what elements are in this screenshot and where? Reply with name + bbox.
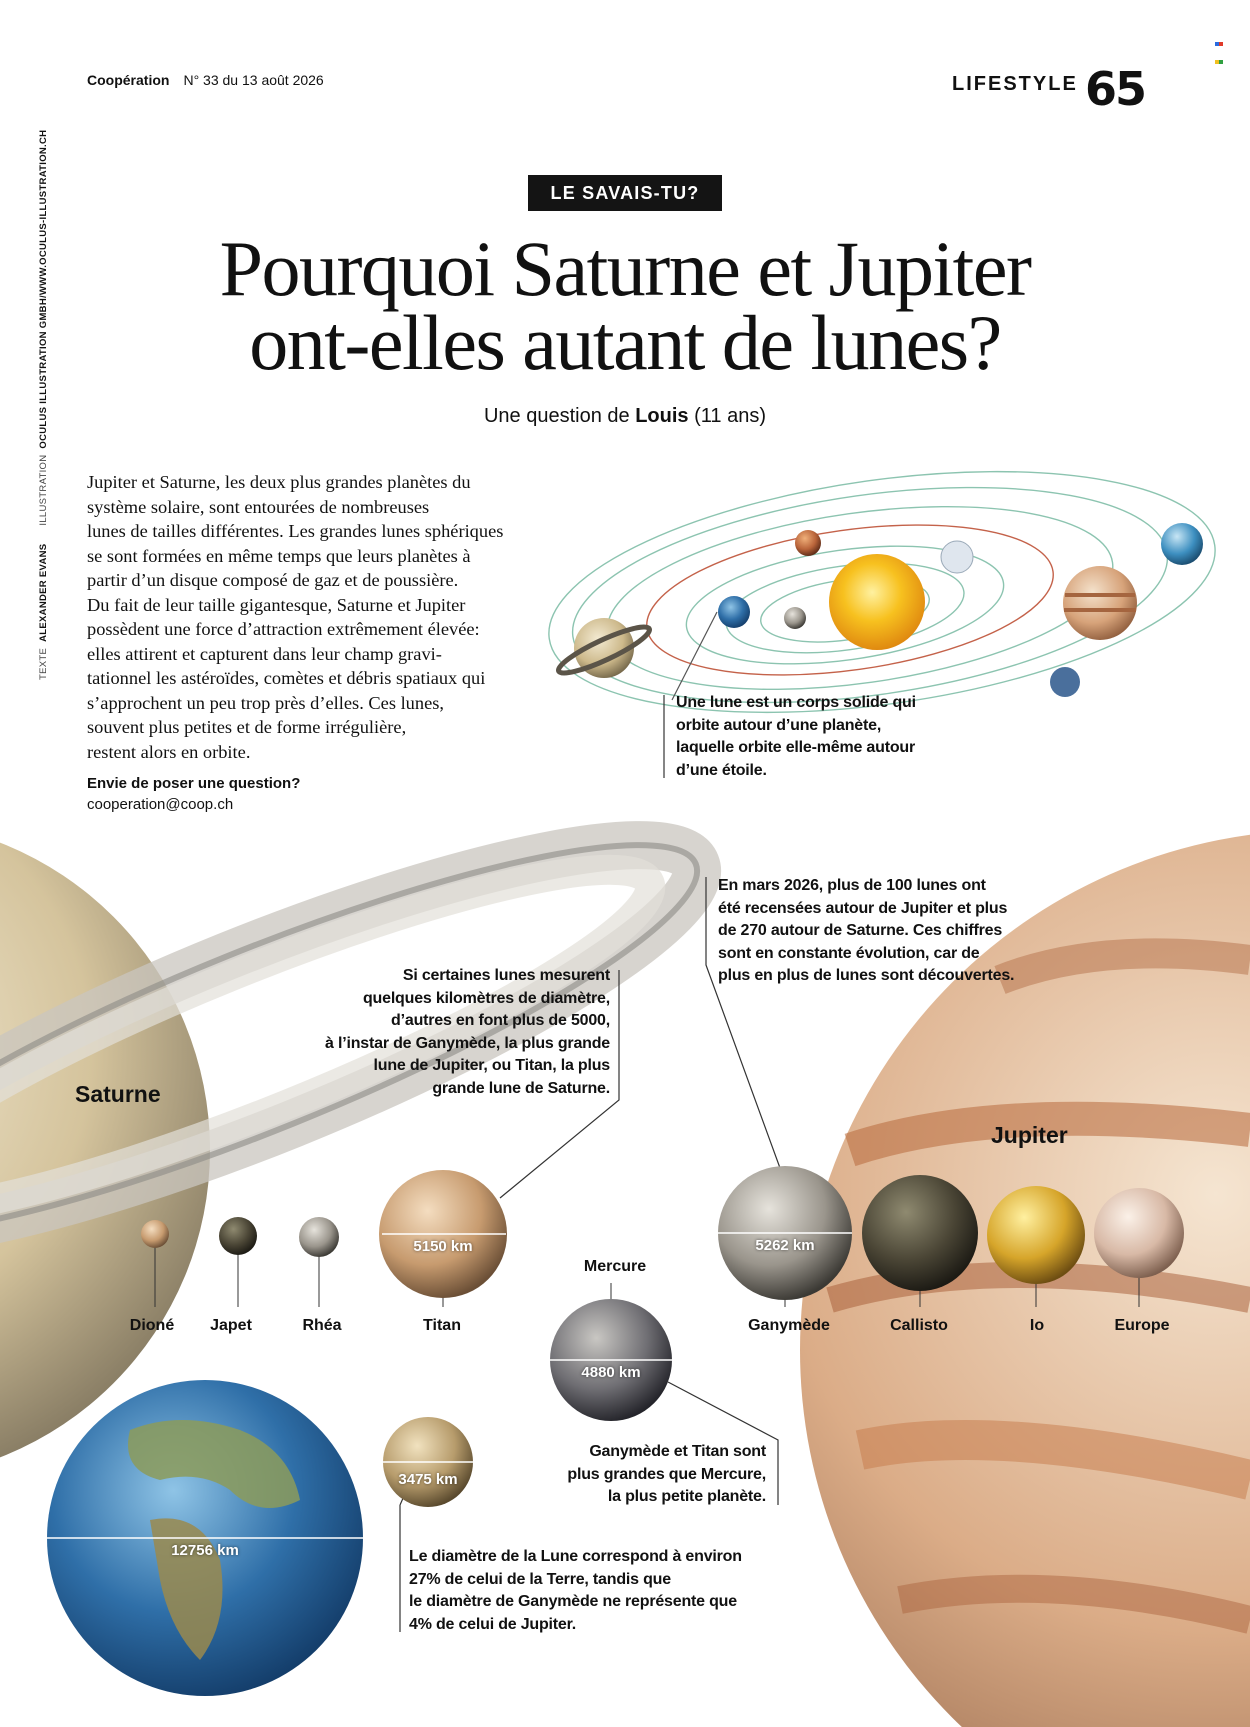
article-body xyxy=(87,470,557,764)
body-line: souvent plus petites et de forme irrégulière, xyxy=(87,717,407,737)
contact-box xyxy=(87,773,300,815)
note-moon-sizes xyxy=(300,965,610,1100)
subtitle xyxy=(300,405,950,428)
subtitle-name: Louis xyxy=(635,405,689,427)
credit-illustration-label: ILLUSTRATION xyxy=(38,454,49,526)
diameter-moon: 3475 km xyxy=(398,1471,458,1488)
note-line: la plus petite planète. xyxy=(607,1488,766,1505)
note-moon-earth xyxy=(409,1546,789,1636)
subtitle-prefix: Une question de xyxy=(483,405,636,427)
earth-illustration xyxy=(47,1380,363,1696)
contact-question: Envie de poser une question? xyxy=(87,775,301,792)
body-line: restent alors en orbite. xyxy=(87,741,251,762)
note-line: d’une étoile. xyxy=(676,761,767,779)
issue-info: N° 33 du 13 août 2026 xyxy=(183,72,324,88)
subtitle-suffix: (11 ans) xyxy=(688,405,767,427)
label-titan: Titan xyxy=(423,1317,461,1334)
label-japet: Japet xyxy=(210,1317,252,1334)
note-line: été recensées autour de Jupiter et plus xyxy=(718,899,1008,917)
note-line: orbite autour d’une planète, xyxy=(676,716,882,734)
label-ganymede: Ganymède xyxy=(748,1317,830,1334)
page-number: 65 xyxy=(1085,62,1146,116)
credits-line xyxy=(38,112,49,680)
diameter-mercury: 4880 km xyxy=(581,1364,641,1381)
label-jupiter: Jupiter xyxy=(991,1122,1068,1148)
badge: LE SAVAIS-TU? xyxy=(528,175,722,211)
publication-name: Coopération xyxy=(87,72,170,88)
moon-illustration xyxy=(383,1417,473,1507)
body-line: possèdent une force d’attraction extrêmement élevée: xyxy=(87,619,480,639)
note-line: plus en plus de lunes sont découvertes. xyxy=(718,967,1015,984)
note-line: Une lune est un corps solide qui xyxy=(676,694,916,711)
body-line: tationnel les astéroïdes, comètes et débris spatiaux qui xyxy=(87,668,486,688)
diameter-titan: 5150 km xyxy=(413,1238,473,1255)
note-line: quelques kilomètres de diamètre, xyxy=(362,989,610,1007)
note-line: plus grandes que Mercure, xyxy=(567,1465,766,1483)
publication-header xyxy=(87,72,324,88)
note-line: 27% de celui de la Terre, tandis que xyxy=(409,1570,671,1588)
page-title xyxy=(140,225,1110,386)
note-moon-definition xyxy=(676,692,976,782)
body-line: s’approchent un peu trop près d’elles. Ces lunes, xyxy=(87,692,444,713)
label-io: Io xyxy=(1029,1317,1045,1334)
note-line: sont en constante évolution, car de xyxy=(718,944,980,962)
note-line: 4% de celui de Jupiter. xyxy=(409,1615,577,1633)
label-callisto: Callisto xyxy=(890,1317,948,1334)
note-line: d’autres en font plus de 5000, xyxy=(391,1012,610,1029)
credit-text-author: ALEXANDER EVANS xyxy=(38,543,49,642)
note-line: à l’instar de Ganymède, la plus grande xyxy=(325,1034,610,1052)
label-saturn: Saturne xyxy=(75,1081,161,1107)
title-line-2: ont-elles autant de lunes? xyxy=(249,299,1001,386)
note-moon-count xyxy=(718,875,1058,988)
note-line: Le diamètre de la Lune correspond à environ xyxy=(409,1548,742,1565)
label-rhea: Rhéa xyxy=(302,1317,342,1334)
note-line: En mars 2026, plus de 100 lunes ont xyxy=(718,877,986,894)
credit-illustration-source: OCULUS ILLUSTRATION GMBH/WWW.OCULUS-ILLUSTRATION.CH xyxy=(38,129,49,449)
label-mercury: Mercure xyxy=(583,1258,647,1275)
color-mark-icon xyxy=(1215,33,1224,41)
note-mercury xyxy=(510,1441,766,1509)
body-line: elles attirent et capturent dans leur champ gravi- xyxy=(87,643,442,664)
note-line: laquelle orbite elle-même autour xyxy=(676,739,915,756)
note-line: le diamètre de Ganymède ne représente que xyxy=(409,1593,737,1610)
body-line: système solaire, sont entourées de nombreuses xyxy=(87,496,430,517)
diameter-earth: 12756 km xyxy=(171,1542,239,1559)
solar-system-bodies xyxy=(554,523,1203,700)
note-line: grande lune de Saturne. xyxy=(432,1079,610,1097)
note-line: de 270 autour de Saturne. Ces chiffres xyxy=(718,922,1003,939)
body-line: Du fait de leur taille gigantesque, Saturne et Jupiter xyxy=(87,594,466,615)
mercury-illustration xyxy=(550,1283,672,1421)
body-line: lunes de tailles différentes. Les grandes lunes sphériques xyxy=(87,521,504,541)
credit-text-label: TEXTE xyxy=(38,647,49,680)
body-line: Jupiter et Saturne, les deux plus grandes planètes du xyxy=(87,472,471,492)
contact-email[interactable]: cooperation@coop.ch xyxy=(87,796,234,813)
note-line: Ganymède et Titan sont xyxy=(589,1443,766,1460)
diameter-ganymede: 5262 km xyxy=(755,1237,815,1254)
note-line: lune de Jupiter, ou Titan, la plus xyxy=(373,1057,610,1074)
label-europe: Europe xyxy=(1114,1317,1170,1334)
body-line: se sont formées en même temps que leurs planètes à xyxy=(87,545,471,566)
section-label: LIFESTYLE xyxy=(952,73,1078,95)
note-line: Si certaines lunes mesurent xyxy=(402,967,610,984)
body-line: partir d’un disque composé de gaz et de poussière. xyxy=(87,570,459,590)
label-dione: Dioné xyxy=(129,1317,175,1334)
title-line-1: Pourquoi Saturne et Jupiter xyxy=(219,225,1031,312)
